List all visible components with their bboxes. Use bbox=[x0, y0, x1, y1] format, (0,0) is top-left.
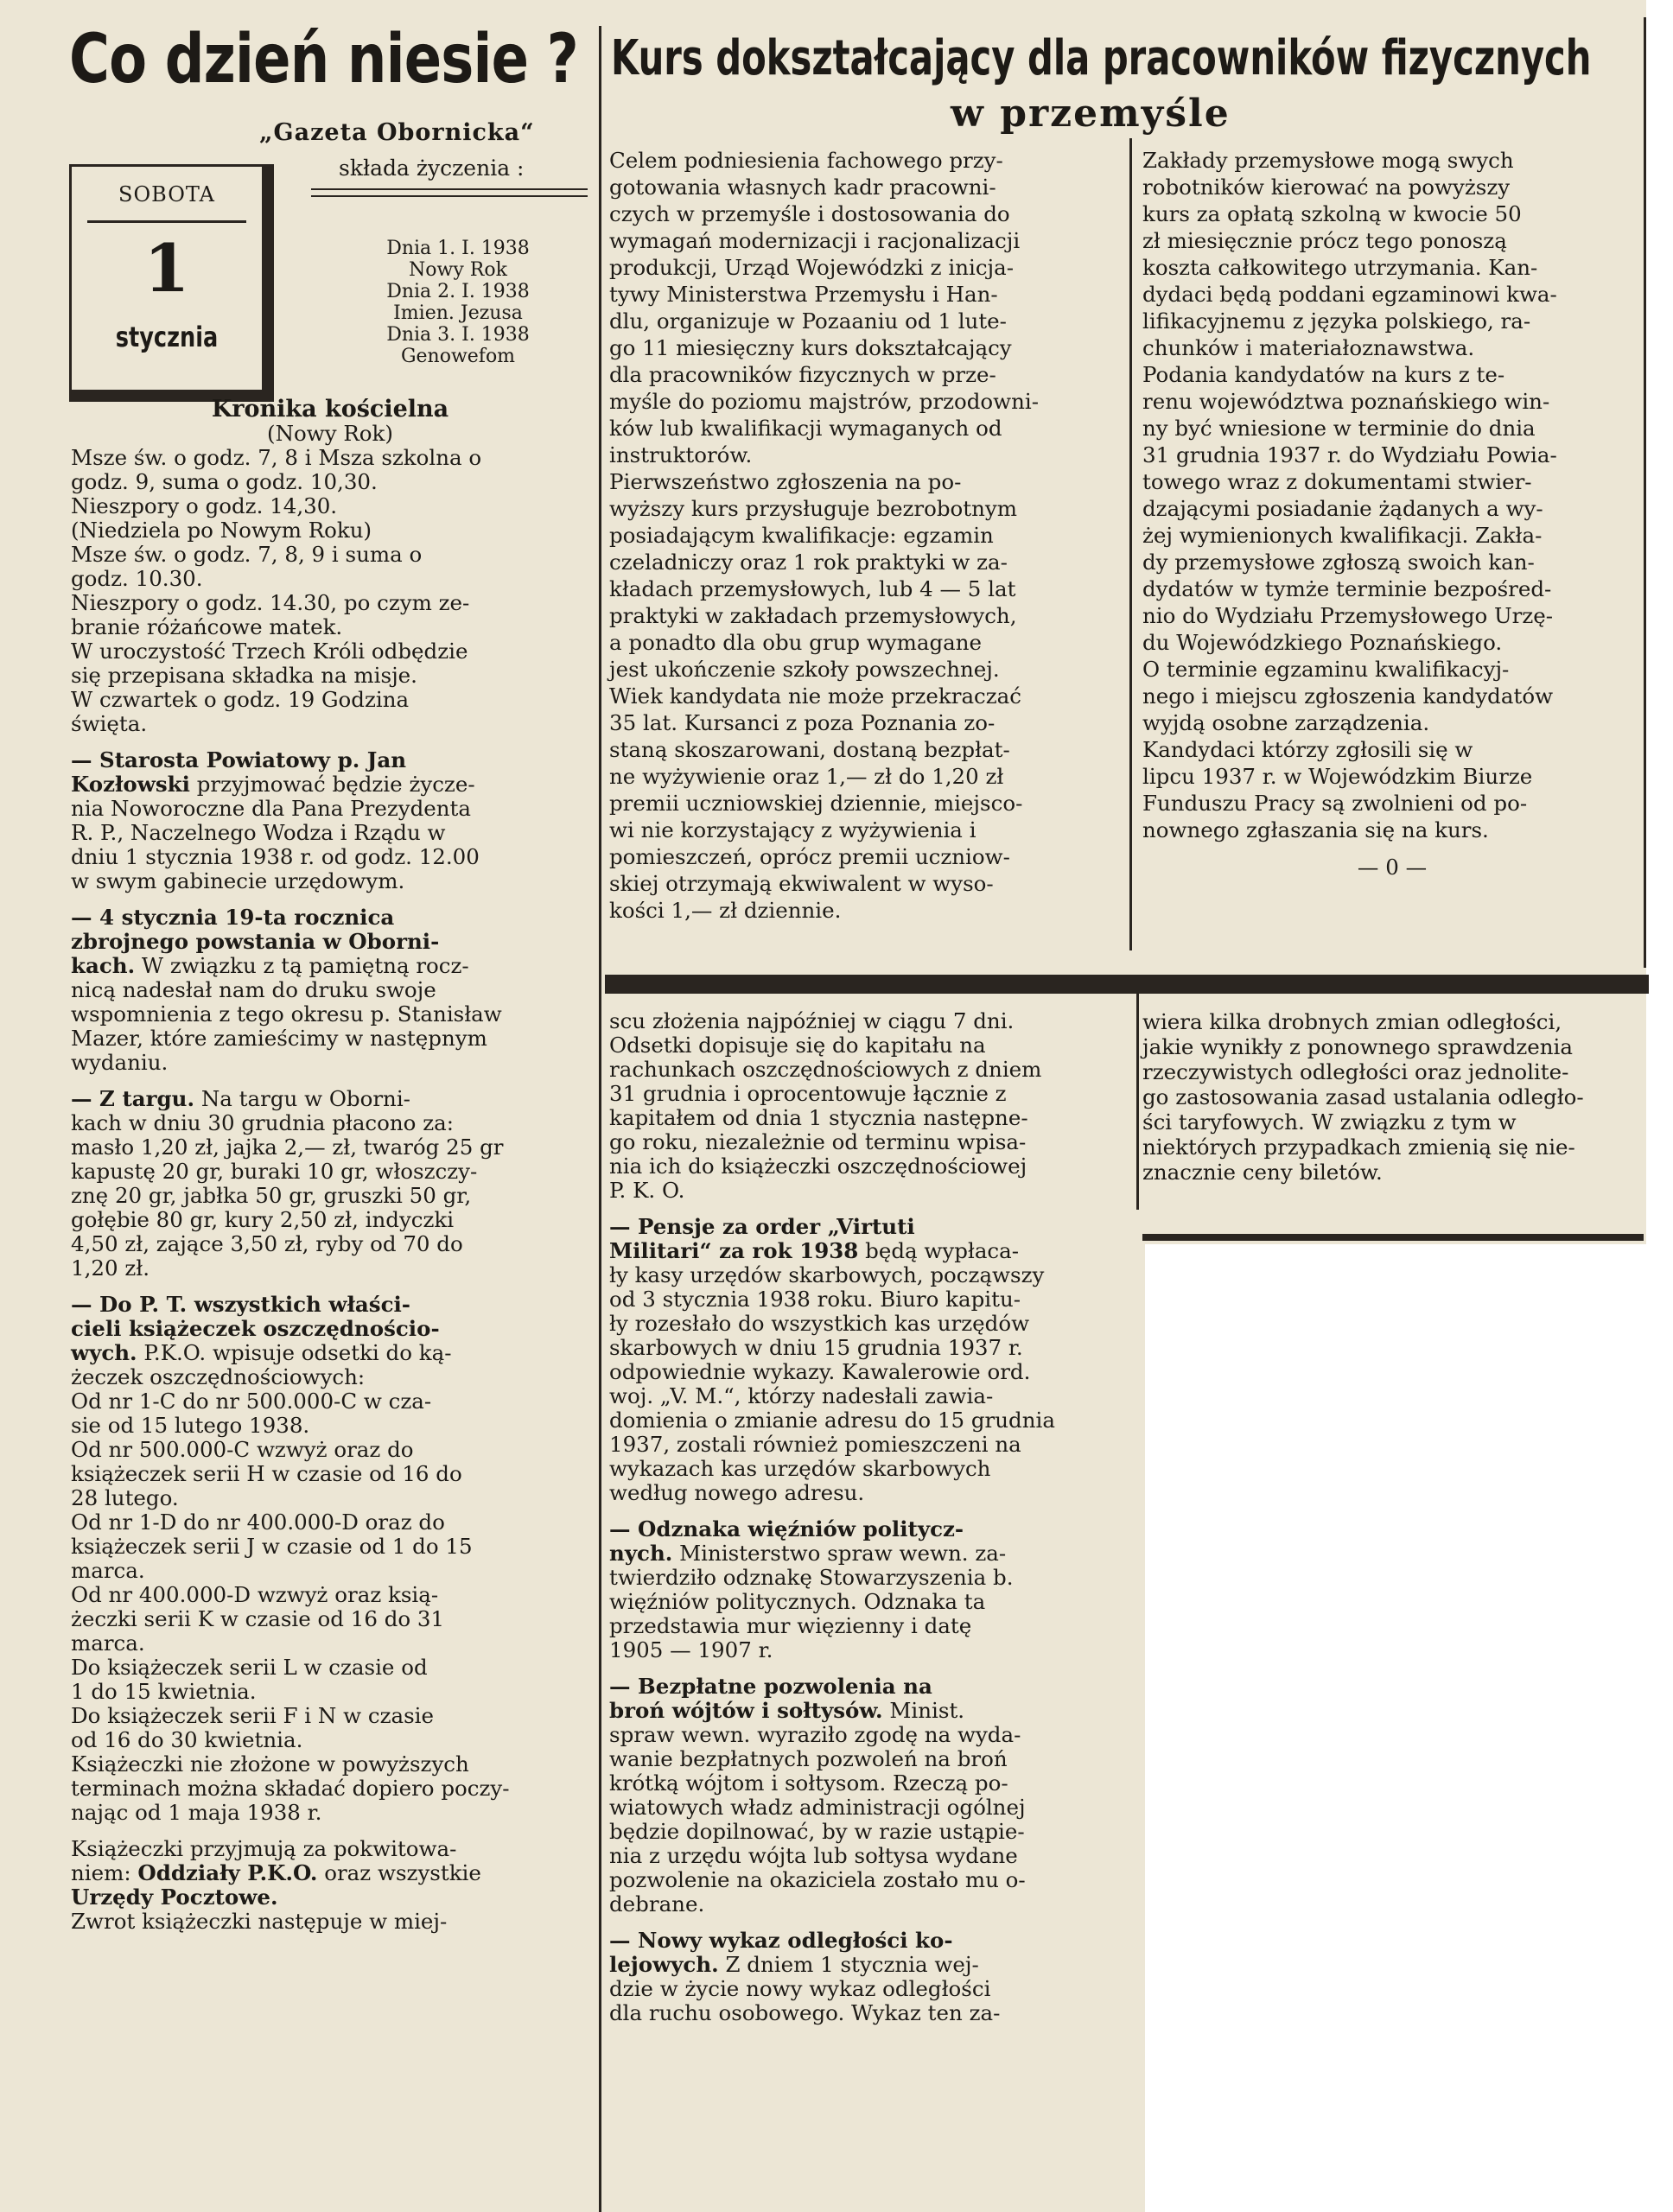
text-line: wi nie korzystający z wyżywienia i bbox=[609, 817, 976, 842]
text-line: chunków i materiałoznawstwa. bbox=[1142, 335, 1475, 360]
text-line: nia Noworoczne dla Pana Prezydenta bbox=[71, 796, 472, 821]
text-line: — Bezpłatne pozwolenia na bbox=[609, 1674, 932, 1699]
text-line: towego wraz z dokumentami stwier- bbox=[1142, 469, 1532, 494]
spacer bbox=[71, 1281, 589, 1293]
text-line: Kandydaci którzy zgłosili się w bbox=[1142, 737, 1473, 762]
text-line: czeladniczy oraz 1 rok praktyki w za- bbox=[609, 550, 1008, 575]
text-line: wanie bezpłatnych pozwoleń na broń bbox=[609, 1746, 1008, 1771]
text-line: debrane. bbox=[609, 1891, 705, 1916]
text-line: dlu, organizuje w Pozaaniu od 1 lute- bbox=[609, 308, 1007, 334]
text-line: gotowania własnych kadr pracowni- bbox=[609, 175, 996, 200]
text-line: pozwolenie na okaziciela zostało mu o- bbox=[609, 1867, 1026, 1892]
text-line: kapitałem od dnia 1 stycznia następne- bbox=[609, 1105, 1028, 1130]
text-line: Pierwszeństwo zgłoszenia na po- bbox=[609, 469, 962, 494]
text-line: Funduszu Pracy są zwolnieni od po- bbox=[1142, 791, 1528, 816]
text-line: przedstawia mur więzienny i datę bbox=[609, 1613, 972, 1638]
column-rule bbox=[1129, 138, 1132, 950]
text-line: twierdziło odznakę Stowarzyszenia b. bbox=[609, 1565, 1014, 1590]
text-line: znę 20 gr, jabłka 50 gr, gruszki 50 gr, bbox=[71, 1183, 472, 1208]
text-line: odpowiednie wykazy. Kawalerowie ord. bbox=[609, 1359, 1031, 1384]
text-line: sie od 15 lutego 1938. bbox=[71, 1413, 310, 1438]
text-line: wyjdą osobne zarządzenia. bbox=[1142, 710, 1430, 735]
text-line: woj. „V. M.“, którzy nadesłali zawia- bbox=[609, 1383, 994, 1408]
text-line: zł miesięcznie prócz tego ponoszą bbox=[1142, 228, 1507, 253]
spacer bbox=[71, 1825, 589, 1837]
text-line: Mazer, które zamieścimy w następnym bbox=[71, 1026, 487, 1051]
text-line: gołębie 80 gr, kury 2,50 zł, indyczki bbox=[71, 1207, 455, 1232]
text-line: cieli książeczek oszczędnościo- bbox=[71, 1316, 440, 1341]
text-line: a ponadto dla obu grup wymagane bbox=[609, 630, 983, 655]
text-line: niem: Oddziały P.K.O. oraz wszystkie bbox=[71, 1860, 481, 1885]
text-line: wiera kilka drobnych zmian odległości, bbox=[1142, 1009, 1562, 1034]
text-line: książeczek serii J w czasie od 1 do 15 bbox=[71, 1534, 473, 1559]
text-line: wymagań modernizacji i racjonalizacji bbox=[609, 228, 1021, 253]
greetings-label: składa życzenia : bbox=[339, 156, 525, 181]
text-line: krótką wójtom i sołtysom. Rzeczą po- bbox=[609, 1770, 1008, 1796]
text-line: branie różańcowe matek. bbox=[71, 614, 343, 639]
text-line: 1 do 15 kwietnia. bbox=[71, 1679, 257, 1704]
calendar-box bbox=[69, 164, 274, 402]
text-line: dzającymi posiadanie żądanych a wy- bbox=[1142, 496, 1543, 521]
text-line: Imien. Jezusa bbox=[393, 302, 523, 324]
text-line: Celem podniesienia fachowego przy- bbox=[609, 148, 1003, 173]
section-title: Co dzień niesie ? bbox=[69, 21, 578, 99]
text-line: marca. bbox=[71, 1558, 145, 1583]
text-line: zbrojnego powstania w Oborni- bbox=[71, 929, 440, 954]
text-line: ne wyżywienie oraz 1,— zł do 1,20 zł bbox=[609, 764, 1004, 789]
text-line: domienia o zmianie adresu do 15 grudnia bbox=[609, 1408, 1055, 1433]
text-line: terminach można składać dopiero poczy- bbox=[71, 1776, 510, 1801]
text-line: kurs za opłatą szkolną w kwocie 50 bbox=[1142, 201, 1522, 226]
text-line: Kozłowski przyjmować będzie życze- bbox=[71, 772, 475, 797]
kurs-column-a bbox=[609, 147, 1123, 924]
text-line: od 16 do 30 kwietnia. bbox=[71, 1727, 303, 1752]
text-line: — Odznaka więźniów politycz- bbox=[609, 1516, 964, 1541]
text-line: lejowych. Z dniem 1 stycznia wej- bbox=[609, 1952, 979, 1977]
text-line: kładach przemysłowych, lub 4 — 5 lat bbox=[609, 576, 1016, 601]
text-line: się przepisana składka na misje. bbox=[71, 663, 417, 688]
divider bbox=[311, 195, 588, 197]
text-line: masło 1,20 zł, jajka 2,— zł, twaróg 25 gr bbox=[71, 1135, 504, 1160]
text-line: ków lub kwalifikacji wymaganych od bbox=[609, 416, 1002, 441]
text-line: Dnia 2. I. 1938 bbox=[386, 281, 530, 302]
text-line: 1,20 zł. bbox=[71, 1255, 149, 1281]
text-line: wspomnienia z tego okresu p. Stanisław bbox=[71, 1001, 502, 1027]
spacer bbox=[71, 1075, 589, 1087]
text-line: kach. W związku z tą pamiętną rocz- bbox=[71, 953, 469, 978]
text-line: Odsetki dopisuje się do kapitału na bbox=[609, 1033, 986, 1058]
calendar-divider bbox=[87, 220, 246, 223]
text-line: lipcu 1937 r. w Wojewódzkim Biurze bbox=[1142, 764, 1533, 789]
text-line: skarbowych w dniu 15 grudnia 1937 r. bbox=[609, 1335, 1023, 1360]
text-line: Zakłady przemysłowe mogą swych bbox=[1142, 148, 1514, 173]
text-line: ły rozesłało do wszystkich kas urzędów bbox=[609, 1311, 1030, 1336]
text-line: według nowego adresu. bbox=[609, 1480, 865, 1505]
calendar-day-number: 1 bbox=[143, 230, 190, 307]
text-line: znacznie ceny biletów. bbox=[1142, 1160, 1383, 1185]
text-line: więźniów politycznych. Odznaka ta bbox=[609, 1589, 986, 1614]
text-line: dla ruchu osobowego. Wykaz ten za- bbox=[609, 2000, 1001, 2025]
spacer bbox=[71, 893, 589, 906]
text-line: Nowy Rok bbox=[409, 259, 507, 281]
text-line: nia ich do książeczki oszczędnościowej bbox=[609, 1154, 1027, 1179]
text-line: renu województwa poznańskiego win- bbox=[1142, 389, 1550, 414]
text-line: tywy Ministerstwa Przemysłu i Han- bbox=[609, 282, 998, 307]
column-rule bbox=[1136, 994, 1139, 1210]
text-line: 4,50 zł, zające 3,50 zł, ryby od 70 do bbox=[71, 1231, 463, 1256]
text-line: nownego zgłaszania się na kurs. bbox=[1142, 817, 1489, 842]
text-line: broń wójtów i sołtysów. Minist. bbox=[609, 1698, 965, 1723]
text-line: od 3 stycznia 1938 roku. Biuro kapitu- bbox=[609, 1287, 1021, 1312]
text-line: niektórych przypadkach zmienią się nie- bbox=[1142, 1135, 1575, 1160]
text-line: staną skoszarowani, dostaną bezpłat- bbox=[609, 737, 1010, 762]
text-line: lifikacyjnemu z języka polskiego, ra- bbox=[1142, 308, 1531, 334]
newspaper-name: „Gazeta Obornicka“ bbox=[259, 119, 535, 146]
spacer bbox=[609, 1203, 1128, 1215]
text-line: produkcji, Urząd Wojewódzki z inicja- bbox=[609, 255, 1015, 280]
divider bbox=[311, 188, 588, 190]
text-line: dydatów w tymże terminie bezpośred- bbox=[1142, 576, 1552, 601]
text-line: Podania kandydatów na kurs z te- bbox=[1142, 362, 1505, 387]
text-line: Wiek kandydata nie może przekraczać bbox=[609, 683, 1022, 709]
text-line: Dnia 3. I. 1938 bbox=[386, 324, 530, 346]
text-line: scu złożenia najpóźniej w ciągu 7 dni. bbox=[609, 1008, 1015, 1033]
text-line: Od nr 400.000-D wzwyż oraz ksią- bbox=[71, 1582, 439, 1607]
text-line: go zastosowania zasad ustalania odległo- bbox=[1142, 1084, 1584, 1109]
text-line: wydaniu. bbox=[71, 1050, 169, 1075]
text-line: Msze św. o godz. 7, 8, 9 i suma o bbox=[71, 542, 423, 567]
blank-area bbox=[1145, 1244, 1673, 2212]
text-line: jest ukończenie szkoły powszechnej. bbox=[609, 657, 1000, 682]
text-line: dy przemysłowe zgłoszą swoich kan- bbox=[1142, 550, 1535, 575]
text-line: rzeczywistych odległości oraz jednolite- bbox=[1142, 1059, 1569, 1084]
text-line: — Starosta Powiatowy p. Jan bbox=[71, 747, 407, 772]
column-rule bbox=[599, 26, 601, 2212]
text-line: kach w dniu 30 grudnia płacono za: bbox=[71, 1110, 454, 1135]
text-line: (Niedziela po Nowym Roku) bbox=[71, 518, 372, 543]
text-line: w swym gabinecie urzędowym. bbox=[71, 868, 405, 893]
calendar-day-name: SOBOTA bbox=[118, 182, 215, 207]
text-line: godz. 9, suma o godz. 10,30. bbox=[71, 469, 378, 494]
text-line: jakie wynikły z ponownego sprawdzenia bbox=[1142, 1034, 1574, 1059]
text-line: święta. bbox=[71, 711, 148, 736]
column-3 bbox=[1142, 1009, 1642, 1185]
text-line: godz. 10.30. bbox=[71, 566, 203, 591]
text-line: będzie dopilnować, by w razie ustąpie- bbox=[609, 1819, 1025, 1844]
text-line: Nieszpory o godz. 14.30, po czym ze- bbox=[71, 590, 470, 615]
text-line: W uroczystość Trzech Króli odbędzie bbox=[71, 639, 468, 664]
text-line: wiatowych władz administracji ogólnej bbox=[609, 1795, 1026, 1820]
text-line: 31 grudnia i oprocentowuje łącznie z bbox=[609, 1081, 1007, 1106]
text-line: nicą nadesłał nam do druku swoje bbox=[71, 977, 436, 1002]
text-line: premii uczniowskiej dziennie, miejsco- bbox=[609, 791, 1023, 816]
text-line: nia z urzędu wójta lub sołtysa wydane bbox=[609, 1843, 1018, 1868]
text-line: Militari“ za rok 1938 będą wypłaca- bbox=[609, 1238, 1020, 1263]
text-line: nając od 1 maja 1938 r. bbox=[71, 1800, 322, 1825]
text-line: Urzędy Pocztowe. bbox=[71, 1885, 278, 1910]
text-line: nego i miejscu zgłoszenia kandydatów bbox=[1142, 683, 1554, 709]
text-line: go roku, niezależnie od terminu wpisa- bbox=[609, 1129, 1027, 1154]
name-days bbox=[346, 238, 570, 367]
text-line: P. K. O. bbox=[609, 1178, 685, 1203]
text-line: koszta całkowitego utrzymania. Kan- bbox=[1142, 255, 1538, 280]
text-line: marca. bbox=[71, 1630, 145, 1656]
text-line: ły kasy urzędów skarbowych, począwszy bbox=[609, 1262, 1045, 1287]
text-line: Od nr 1-D do nr 400.000-D oraz do bbox=[71, 1510, 445, 1535]
text-line: Od nr 500.000-C wzwyż oraz do bbox=[71, 1437, 414, 1462]
text-line: rachunkach oszczędnościowych z dniem bbox=[609, 1057, 1042, 1082]
text-line: wyższy kurs przysługuje bezrobotnym bbox=[609, 496, 1017, 521]
text-line: — Pensje za order „Virtuti bbox=[609, 1214, 915, 1239]
text-line: wykazach kas urzędów skarbowych bbox=[609, 1456, 991, 1481]
text-line: spraw wewn. wyraziło zgodę na wyda- bbox=[609, 1722, 1021, 1747]
text-line: nio do Wydziału Przemysłowego Urzę- bbox=[1142, 603, 1554, 628]
article-headline: Kurs dokształcający dla pracowników fizycznych bbox=[611, 30, 1592, 86]
text-line: żeczek oszczędnościowych: bbox=[71, 1364, 366, 1389]
text-line: pomieszczeń, oprócz premii uczniow- bbox=[609, 844, 1010, 869]
text-line: — Nowy wykaz odległości ko- bbox=[609, 1928, 953, 1953]
heavy-divider bbox=[1142, 1234, 1644, 1241]
text-line: Książeczki nie złożone w powyższych bbox=[71, 1751, 469, 1777]
text-line: (Nowy Rok) bbox=[267, 421, 393, 446]
text-line: dniu 1 stycznia 1938 r. od godz. 12.00 bbox=[71, 844, 480, 869]
spacer bbox=[71, 736, 589, 748]
column-2 bbox=[609, 1009, 1128, 2025]
text-line: du Wojewódzkiego Poznańskiego. bbox=[1142, 630, 1503, 655]
text-line: Kronika kościelna bbox=[211, 396, 449, 423]
text-line: W czwartek o godz. 19 Godzina bbox=[71, 687, 410, 712]
text-line: dydaci będą poddani egzaminowi kwa- bbox=[1142, 282, 1557, 307]
text-line: 31 grudnia 1937 r. do Wydziału Powia- bbox=[1142, 442, 1557, 467]
text-line: ści taryfowych. W związku z tym w bbox=[1142, 1109, 1517, 1135]
text-line: — 4 stycznia 19-ta rocznica bbox=[71, 905, 395, 930]
column-rule bbox=[1644, 17, 1646, 968]
text-line: nych. Ministerstwo spraw wewn. za- bbox=[609, 1541, 1007, 1566]
text-line: żeczki serii K w czasie od 16 do 31 bbox=[71, 1606, 445, 1631]
calendar-month: stycznia bbox=[115, 321, 219, 353]
text-line: kości 1,— zł dziennie. bbox=[609, 898, 842, 923]
text-line: dla pracowników fizycznych w prze- bbox=[609, 362, 996, 387]
text-line: czych w przemyśle i dostosowania do bbox=[609, 201, 1010, 226]
heavy-divider bbox=[605, 975, 1649, 994]
text-line: praktyki w zakładach przemysłowych, bbox=[609, 603, 1017, 628]
text-line: 1937, zostali również pomieszczeni na bbox=[609, 1432, 1021, 1457]
text-line: Książeczki przyjmują za pokwitowa- bbox=[71, 1836, 457, 1861]
text-line: Do książeczek serii F i N w czasie bbox=[71, 1703, 434, 1728]
text-line: dzie w życie nowy wykaz odległości bbox=[609, 1976, 991, 2001]
text-line: Dnia 1. I. 1938 bbox=[386, 238, 530, 259]
text-line: Do książeczek serii L w czasie od bbox=[71, 1655, 428, 1680]
text-line: książeczek serii H w czasie od 16 do bbox=[71, 1461, 462, 1486]
text-line: go 11 miesięczny kurs dokształcający bbox=[609, 335, 1012, 360]
text-line: wych. P.K.O. wpisuje odsetki do ką- bbox=[71, 1340, 452, 1365]
text-line: — Z targu. Na targu w Oborni- bbox=[71, 1086, 410, 1111]
spacer bbox=[1142, 843, 1642, 855]
text-line: Zwrot książeczki następuje w miej- bbox=[71, 1909, 448, 1934]
text-line: Genowefom bbox=[400, 346, 516, 367]
text-line: posiadającym kwalifikacje: egzamin bbox=[609, 523, 994, 548]
text-line: Msze św. o godz. 7, 8 i Msza szkolna o bbox=[71, 445, 482, 470]
kurs-column-b bbox=[1142, 147, 1642, 880]
text-line: myśle do poziomu majstrów, przodowni- bbox=[609, 389, 1040, 414]
text-line: żej wymienionych kwalifikacji. Zakła- bbox=[1142, 523, 1543, 548]
spacer bbox=[609, 1662, 1128, 1675]
text-line: R. P., Naczelnego Wodza i Rządu w bbox=[71, 820, 446, 845]
text-line: Nieszpory o godz. 14,30. bbox=[71, 493, 338, 518]
text-line: kapustę 20 gr, buraki 10 gr, włoszczy- bbox=[71, 1159, 478, 1184]
text-line: ny być wniesione w terminie do dnia bbox=[1142, 416, 1536, 441]
text-line: 1905 — 1907 r. bbox=[609, 1637, 773, 1662]
text-line: O terminie egzaminu kwalifikacyj- bbox=[1142, 657, 1510, 682]
column-1 bbox=[71, 397, 589, 1934]
article-headline-line2: w przemyśle bbox=[951, 92, 1231, 136]
text-line: 35 lat. Kursanci z poza Poznania zo- bbox=[609, 710, 996, 735]
text-line: robotników kierować na powyższy bbox=[1142, 175, 1511, 200]
text-line: instruktorów. bbox=[609, 442, 753, 467]
spacer bbox=[609, 1505, 1128, 1517]
text-line: — Do P. T. wszystkich właści- bbox=[71, 1292, 410, 1317]
text-line: — 0 — bbox=[1357, 855, 1428, 880]
text-line: Od nr 1-C do nr 500.000-C w cza- bbox=[71, 1389, 432, 1414]
spacer bbox=[609, 1916, 1128, 1929]
text-line: 28 lutego. bbox=[71, 1485, 179, 1510]
text-line: skiej otrzymają ekwiwalent w wyso- bbox=[609, 871, 994, 896]
